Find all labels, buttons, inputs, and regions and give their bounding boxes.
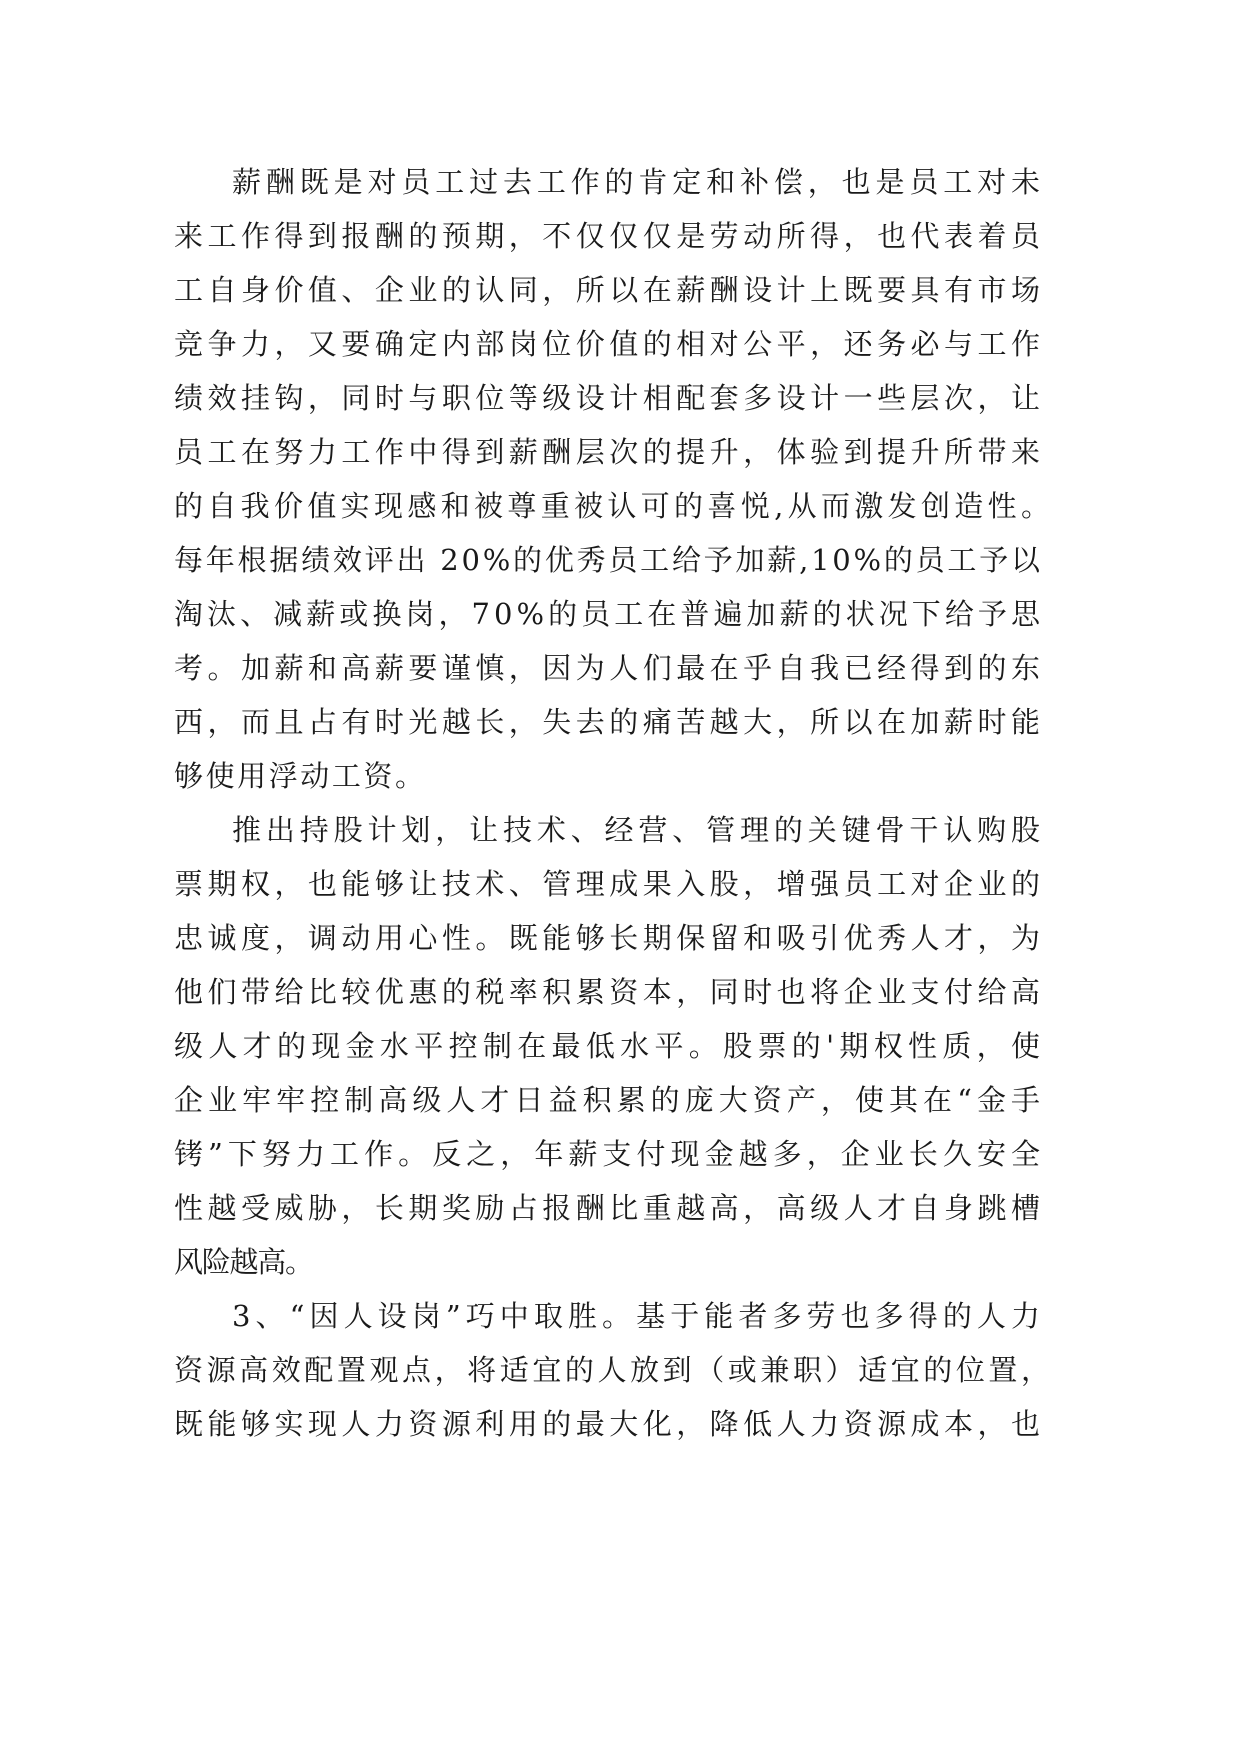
line-text: 员工在努力工作中得到薪酬层次的提升，体验到提升所带来	[174, 435, 1045, 469]
text-line	[0, 1134, 1241, 1174]
text-line	[0, 810, 1241, 850]
text-line	[0, 378, 1241, 418]
line-text: 绩效挂钩，同时与职位等级设计相配套多设计一些层次，让	[174, 381, 1045, 415]
line-text: 既能够实现人力资源利用的最大化，降低人力资源成本，也	[174, 1407, 1045, 1441]
text-line	[0, 918, 1241, 958]
line-text: 性越受威胁，长期奖励占报酬比重越高，高级人才自身跳槽	[174, 1191, 1045, 1225]
line-text: 考。加薪和高薪要谨慎，因为人们最在乎自我已经得到的东	[174, 651, 1045, 685]
line-text: 推出持股计划，让技术、经营、管理的关键骨干认购股	[232, 813, 1045, 847]
text-line	[0, 1242, 1241, 1282]
text-line	[0, 1296, 1241, 1336]
line-text: 薪酬既是对员工过去工作的肯定和补偿，也是员工对未	[232, 165, 1045, 199]
line-text: 忠诚度，调动用心性。既能够长期保留和吸引优秀人才，为	[174, 921, 1045, 955]
text-line	[0, 324, 1241, 364]
line-text: 的自我价值实现感和被尊重被认可的喜悦,从而激发创造性。	[174, 489, 1055, 523]
line-text: 来工作得到报酬的预期，不仅仅仅是劳动所得，也代表着员	[174, 219, 1045, 253]
line-text: 竞争力，又要确定内部岗位价值的相对公平，还务必与工作	[174, 327, 1045, 361]
text-line	[0, 972, 1241, 1012]
line-text: 3、“因人设岗”巧中取胜。基于能者多劳也多得的人力	[232, 1299, 1046, 1333]
line-text: 每年根据绩效评出 20%的优秀员工给予加薪,10%的员工予以	[174, 543, 1043, 577]
text-line	[0, 1188, 1241, 1228]
text-line	[0, 1080, 1241, 1120]
text-line	[0, 702, 1241, 742]
text-line	[0, 540, 1241, 580]
line-text: 铐”下努力工作。反之，年薪支付现金越多，企业长久安全	[174, 1137, 1046, 1171]
line-text: 工自身价值、企业的认同，所以在薪酬设计上既要具有市场	[174, 273, 1045, 307]
text-line	[0, 756, 1241, 796]
line-text: 够使用浮动工资。	[174, 759, 427, 793]
text-line	[0, 1026, 1241, 1066]
line-text: 淘汰、减薪或换岗，70%的员工在普遍加薪的状况下给予思	[174, 597, 1045, 631]
line-text: 票期权，也能够让技术、管理成果入股，增强员工对企业的	[174, 867, 1045, 901]
line-text: 风险越高。	[174, 1245, 313, 1279]
line-text: 西，而且占有时光越长，失去的痛苦越大，所以在加薪时能	[174, 705, 1045, 739]
line-text: 企业牢牢控制高级人才日益积累的庞大资产，使其在“金手	[174, 1083, 1046, 1117]
text-line	[0, 270, 1241, 310]
text-line	[0, 594, 1241, 634]
text-line	[0, 1404, 1241, 1444]
text-line	[0, 864, 1241, 904]
line-text: 级人才的现金水平控制在最低水平。股票的'期权性质，使	[174, 1029, 1046, 1063]
line-text: 资源高效配置观点，将适宜的人放到（或兼职）适宜的位置，	[174, 1353, 1054, 1387]
text-line	[0, 162, 1241, 202]
text-line	[0, 216, 1241, 256]
text-line	[0, 432, 1241, 472]
text-line	[0, 1350, 1241, 1390]
line-text: 他们带给比较优惠的税率积累资本，同时也将企业支付给高	[174, 975, 1045, 1009]
text-line	[0, 648, 1241, 688]
text-line	[0, 486, 1241, 526]
